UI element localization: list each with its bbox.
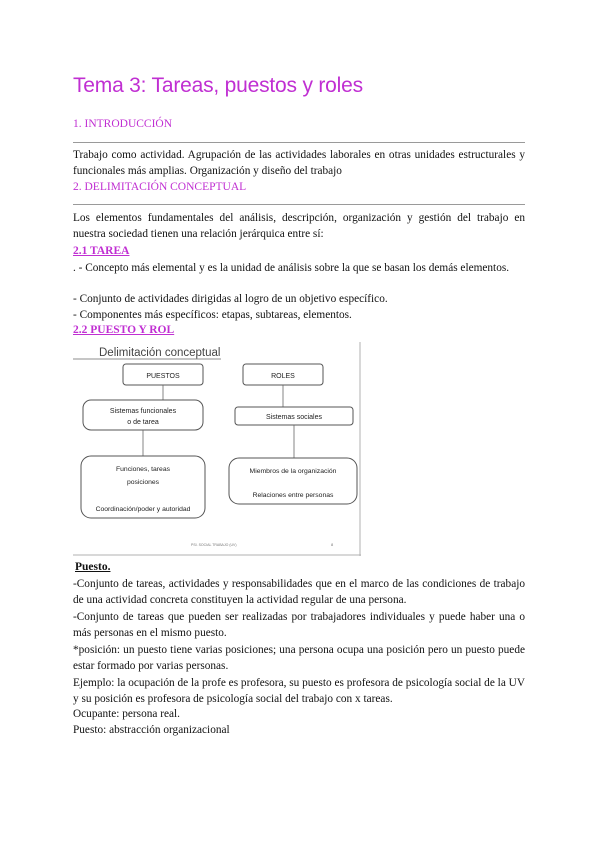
intro-paragraph: Trabajo como actividad. Agrupación de las actividades laborales en otras unidades estructurales y funcionales más amplias. Organización y diseño del trabajo (73, 149, 525, 177)
section-heading-introduccion: 1. INTRODUCCIÓN (73, 118, 173, 130)
section-heading-delimitacion: 2. DELIMITACIÓN CONCEPTUAL (73, 181, 247, 193)
tarea-item-1: . - Concepto más elemental y es la unidad de análisis sobre la que se basan los demás elementos. (73, 262, 510, 274)
relaciones-label: Relaciones entre personas (252, 492, 334, 499)
tarea-item-3: - Componentes más específicos: etapas, subtareas, elementos. (73, 309, 352, 321)
section-divider (73, 142, 525, 143)
sistemas-funcionales-line1: Sistemas funcionales (109, 408, 177, 415)
delimitacion-paragraph: Los elementos fundamentales del análisis, descripción, organización y gestión del trabajo en nuestra sociedad tienen una relación jerárquica entre sí: (73, 212, 525, 240)
puesto-paragraph-6: Puesto: abstracción organizacional (73, 724, 230, 736)
diagram-footer-left: PSI. SOCIAL TRABAJO (UV) (191, 543, 237, 547)
delimitacion-diagram (73, 342, 361, 556)
puesto-paragraph-4: Ejemplo: la ocupación de la profe es profesora, su puesto es profesora de psicología social de la UV y su posición es profesora de psicología social del trabajo con x tareas. (73, 677, 525, 705)
puesto-heading: Puesto. (75, 561, 111, 573)
section-divider (73, 204, 525, 205)
subheading-puesto-rol: 2.2 PUESTO Y ROL (73, 324, 175, 336)
puesto-paragraph-2: -Conjunto de tareas que pueden ser realizadas por trabajadores individuales y puede haber una o más personas en el mismo puesto. (73, 611, 525, 639)
diagram-footer-right: 8 (331, 542, 334, 547)
page-title: Tema 3: Tareas, puestos y roles (73, 74, 363, 97)
diagram-title: Delimitación conceptual (99, 347, 221, 359)
sistemas-funcionales-line2: o de tarea (127, 419, 159, 426)
subheading-tarea: 2.1 TAREA (73, 245, 130, 257)
puesto-paragraph-1: -Conjunto de tareas, actividades y responsabilidades que en el marco de las condiciones de trabajo de una actividad concreta constituyen la actividad regular de una persona. (73, 578, 525, 606)
coordinacion-label: Coordinación/poder y autoridad (95, 506, 191, 513)
tarea-item-2: - Conjunto de actividades dirigidas al logro de un objetivo específico. (73, 293, 388, 305)
roles-label: ROLES (271, 373, 295, 380)
sistemas-sociales-label: Sistemas sociales (265, 414, 323, 421)
funciones-line2: posiciones (126, 479, 160, 486)
miembros-label: Miembros de la organización (249, 468, 337, 475)
funciones-line1: Funciones, tareas (115, 466, 171, 473)
puesto-paragraph-5: Ocupante: persona real. (73, 708, 180, 720)
puesto-paragraph-3: *posición: un puesto tiene varias posiciones; una persona ocupa una posición pero un puesto puede estar formado por varias personas. (73, 644, 525, 672)
puestos-label: PUESTOS (146, 373, 180, 380)
